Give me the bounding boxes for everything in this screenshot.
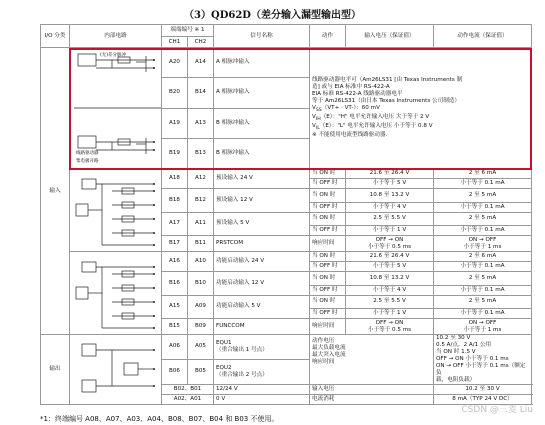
signal-name: FUNCCOM (214, 319, 310, 335)
table-row (41, 252, 532, 262)
terminal-ch2: B12 (188, 189, 214, 213)
off-current: 小于等于 0.1 mA (434, 226, 532, 236)
response-on-off: ON → OFF 小于等于 1 ms (434, 319, 532, 335)
header-input-voltage: 输入电压（保证值） (346, 25, 434, 48)
table-row (41, 25, 532, 37)
on-current: 2 至 5 mA (434, 212, 532, 226)
terminal-ch2: A14 (188, 48, 214, 78)
diff-input-spec: 线路驱动器电平可（Am26LS31 [由 Texas Instruments 制 造] 或与 EIA 标准中 RS-422-A EIA 标准 RS-422-A 线路驱动器电平 等于 Am26LS31（由日本 Texas Instruments 公司制造） $V_{SS}(VT+ \cdot VT-)$：60 mV $V_{IH}(E)$："H" 电平允许输入电压 大于等于 2 V $V_{IL}(E)$："L" 电平允许输入电压 小于等于 0.8 V ※ 不能使用电流型线路驱动器. (310, 48, 532, 169)
header-ch2: CH2 (188, 37, 214, 48)
terminal-ch1: B06 (162, 359, 188, 384)
on-current: 2 至 6 mA (434, 169, 532, 179)
signal-name: 预设输入 5 V (214, 212, 310, 236)
terminal-ch1: A16 (162, 252, 188, 272)
response-time-label: 响应时间 (310, 236, 346, 252)
signal-name: 0 V (214, 394, 310, 404)
state-off: 当 OFF 时 (310, 285, 346, 295)
output-spec-values: 10.2 至 30 V 0.5 A/点，2 A/1 公用 当 ON 时 1.5 V OFF → ON 小于等于 0.1 ms ON → OFF 小于等于 0.1 ms（额定负 载，电阻负载） (434, 335, 532, 385)
state-off: 当 OFF 时 (310, 202, 346, 212)
state-on: 当 ON 时 (310, 295, 346, 309)
terminal-ch1: B19 (162, 138, 188, 168)
io-category-output: 输出 (41, 335, 70, 405)
off-voltage: 小于等于 1 V (346, 226, 434, 236)
state-off: 当 OFF 时 (310, 179, 346, 189)
on-voltage: 2.5 至 5.5 V (346, 212, 434, 226)
header-io: I/O 分类 (41, 25, 70, 48)
watermark: CSDN @三菱 Liu (461, 405, 533, 415)
state-on: 当 ON 时 (310, 212, 346, 226)
signal-name: 预设输入 24 V (214, 169, 310, 189)
header-circuit: 内部电路 (70, 25, 162, 48)
terminal-ch2: A11 (188, 212, 214, 236)
terminal-ch2: B05 (188, 359, 214, 384)
terminal-ch2: A13 (188, 108, 214, 138)
off-voltage: 小于等于 5 V (346, 262, 434, 272)
svg-text:线路驱动器: 线路驱动器 (76, 151, 99, 156)
terminal-ch1: A06 (162, 335, 188, 360)
header-operating-current: 动作电流（保证值） (434, 25, 532, 48)
on-voltage: 10.8 至 13.2 V (346, 272, 434, 286)
power-spec-key: 输入电压 (310, 384, 434, 394)
svg-text:集电极开路: 集电极开路 (76, 159, 99, 164)
off-voltage: 小于等于 1 V (346, 309, 434, 319)
terminal-ch2: A10 (188, 252, 214, 272)
diff-input-circuit (70, 48, 162, 169)
terminal-pair: A02、A01 (162, 394, 214, 404)
table-row (41, 335, 532, 360)
terminal-ch1: A18 (162, 169, 188, 189)
off-current: 小于等于 0.1 mA (434, 309, 532, 319)
on-current: 2 至 5 mA (434, 272, 532, 286)
response-on-off: ON → OFF 小于等于 1 ms (434, 236, 532, 252)
terminal-ch1: B17 (162, 236, 188, 252)
signal-name: B 相脉冲输入 (214, 108, 310, 138)
table-row (41, 169, 532, 179)
state-off: 当 OFF 时 (310, 309, 346, 319)
state-off: 当 OFF 时 (310, 262, 346, 272)
terminal-ch2: A12 (188, 169, 214, 189)
terminal-ch1: A19 (162, 108, 188, 138)
header-action: 动作 (310, 25, 346, 48)
signal-name: 12/24 V (214, 384, 310, 394)
terminal-ch1: B20 (162, 78, 188, 108)
function-input-circuit (70, 252, 162, 335)
terminal-ch1: B15 (162, 319, 188, 335)
output-spec-keys: 动作电压 最大负载电流 最大突入电流 响应时间 (310, 335, 434, 385)
state-on: 当 ON 时 (310, 189, 346, 203)
svg-text:(无)差分脉冲: (无)差分脉冲 (100, 53, 127, 58)
signal-name: 功能启动输入 12 V (214, 272, 310, 296)
terminal-ch2: B11 (188, 236, 214, 252)
signal-name: 功能启动输入 24 V (214, 252, 310, 272)
signal-name: 预设输入 12 V (214, 189, 310, 213)
state-on: 当 ON 时 (310, 272, 346, 286)
header-terminal: 端端编号 ※ 1 (162, 25, 214, 37)
output-circuit (70, 335, 162, 405)
power-spec-value: 10.2 至 30 V (434, 384, 532, 394)
power-spec-key: 电流消耗 (310, 394, 434, 404)
on-current: 2 至 5 mA (434, 189, 532, 203)
power-spec-value: 8 mA（TYP 24 V DC） (434, 394, 532, 404)
signal-name: A 相脉冲输入 (214, 48, 310, 78)
spec-table (40, 24, 532, 405)
response-off-on: OFF → ON 小于等于 0.5 ms (346, 319, 434, 335)
terminal-ch2: A09 (188, 295, 214, 319)
on-voltage: 2.5 至 5.5 V (346, 295, 434, 309)
response-time-label: 响应时间 (310, 319, 346, 335)
terminal-ch2: B14 (188, 78, 214, 108)
terminal-ch1: A17 (162, 212, 188, 236)
on-voltage: 21.6 至 26.4 V (346, 169, 434, 179)
table-row (41, 48, 532, 78)
off-current: 小于等于 0.1 mA (434, 179, 532, 189)
terminal-ch1: A15 (162, 295, 188, 319)
off-voltage: 小于等于 4 V (346, 202, 434, 212)
header-signal: 信号名称 (214, 25, 310, 48)
on-voltage: 21.6 至 26.4 V (346, 252, 434, 262)
signal-name: EQU2 （重合输出 2 号点） (214, 359, 310, 384)
on-current: 2 至 6 mA (434, 252, 532, 262)
signal-name: B 相脉冲输入 (214, 138, 310, 168)
signal-name: 功能启动输入 5 V (214, 295, 310, 319)
state-on: 当 ON 时 (310, 252, 346, 262)
preset-input-circuit (70, 169, 162, 252)
io-category-input: 输入 (41, 48, 70, 335)
terminal-ch2: A05 (188, 335, 214, 360)
signal-name: A 相脉冲输入 (214, 78, 310, 108)
page-title: （3）QD62D（差分输入漏型输出型） (184, 10, 361, 21)
off-voltage: 小于等于 5 V (346, 179, 434, 189)
terminal-ch2: B10 (188, 272, 214, 296)
on-current: 2 至 5 mA (434, 295, 532, 309)
terminal-ch1: A20 (162, 48, 188, 78)
on-voltage: 10.8 至 13.2 V (346, 189, 434, 203)
terminal-ch1: B16 (162, 272, 188, 296)
response-off-on: OFF → ON 小于等于 0.5 ms (346, 236, 434, 252)
terminal-ch1: B18 (162, 189, 188, 213)
state-off: 当 OFF 时 (310, 226, 346, 236)
off-current: 小于等于 0.1 mA (434, 262, 532, 272)
header-ch1: CH1 (162, 37, 188, 48)
footnote: *1：终端编号 A08、A07、A03、A04、B08、B07、B04 和 B03 不使用。 (40, 415, 279, 423)
terminal-ch2: B09 (188, 319, 214, 335)
signal-name: PRSTCOM (214, 236, 310, 252)
terminal-ch2: B13 (188, 138, 214, 168)
state-on: 当 ON 时 (310, 169, 346, 179)
terminal-pair: B02、B01 (162, 384, 214, 394)
off-current: 小于等于 0.1 mA (434, 285, 532, 295)
off-current: 小于等于 0.1 mA (434, 202, 532, 212)
off-voltage: 小于等于 4 V (346, 285, 434, 295)
signal-name: EQU1 （重合输出 1 号点） (214, 335, 310, 360)
